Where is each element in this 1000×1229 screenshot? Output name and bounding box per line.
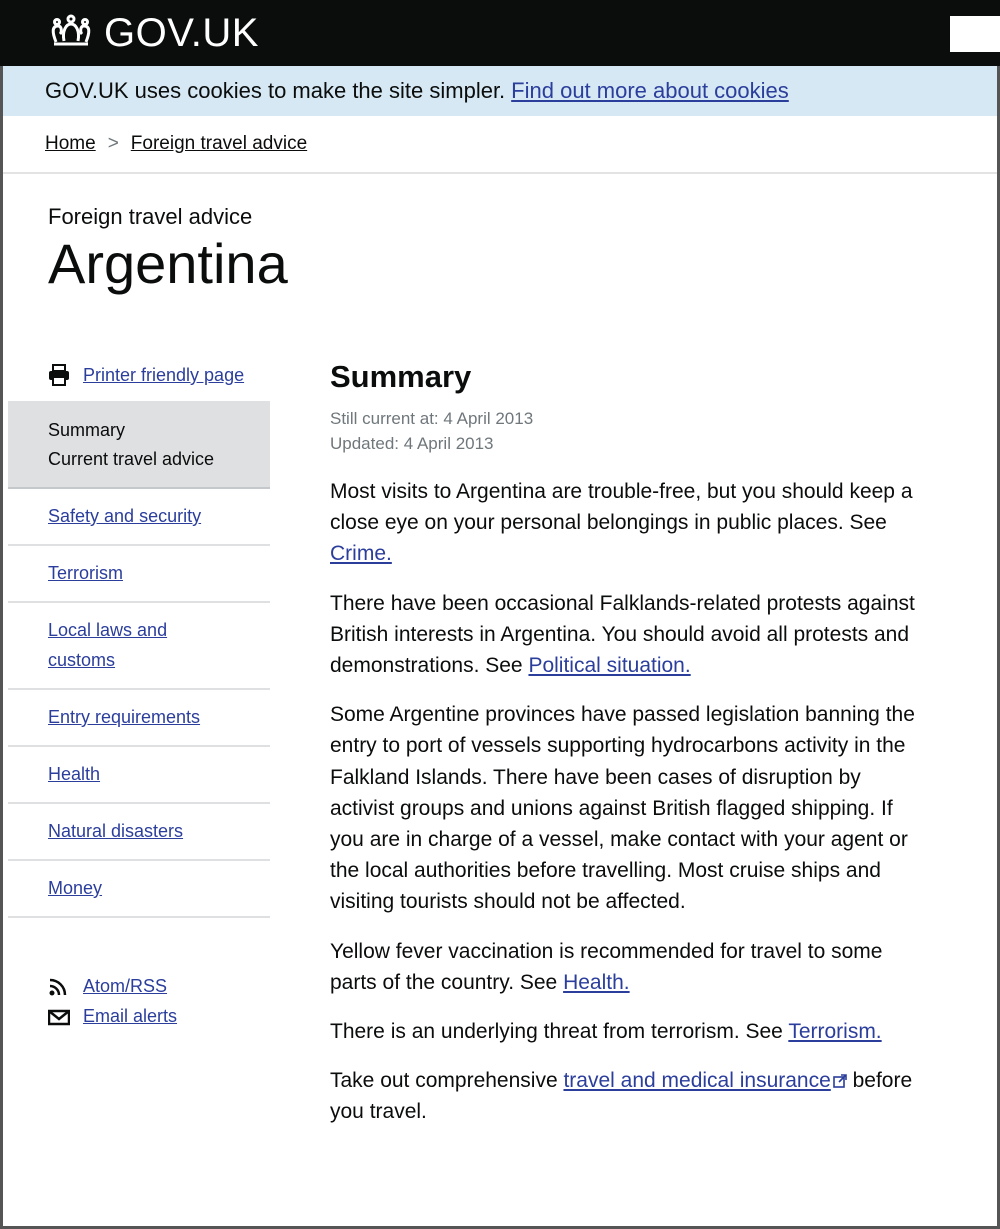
- sidebar-item-label: Summary: [48, 420, 126, 440]
- cookie-message-line: [45, 78, 789, 104]
- cookie-message: GOV.UK uses cookies to make the site simpler.: [45, 78, 506, 103]
- breadcrumb-foreign-travel-advice[interactable]: Foreign travel advice: [130, 133, 308, 154]
- cookie-banner: [3, 66, 997, 116]
- breadcrumb-separator: >: [107, 133, 119, 154]
- still-current-date: Still current at: 4 April 2013: [330, 409, 534, 428]
- contents-list: [8, 401, 270, 918]
- divider: [3, 172, 997, 174]
- external-link-icon: [833, 1074, 847, 1088]
- atom-rss-link[interactable]: Atom/RSS: [83, 976, 168, 996]
- paragraph-terrorism: [330, 1016, 930, 1047]
- sidebar-item-natural-disasters: [8, 804, 270, 861]
- sidebar-link-natural-disasters[interactable]: Natural disasters: [48, 821, 184, 841]
- insurance-link[interactable]: [563, 1069, 846, 1092]
- sidebar-link-entry[interactable]: Entry requirements: [48, 707, 201, 727]
- updated-date: Updated: 4 April 2013: [330, 434, 494, 453]
- paragraph-text: Most visits to Argentina are trouble-free, but you should keep a close eye on your personal belongings in public places. See: [330, 480, 913, 535]
- envelope-icon: [48, 1007, 70, 1027]
- paragraph-text: before you travel.: [330, 1069, 913, 1124]
- page-title: Argentina: [48, 232, 288, 295]
- paragraph-yellow-fever: [330, 936, 930, 998]
- sidebar-item-health: [8, 747, 270, 804]
- email-alerts-link[interactable]: Email alerts: [83, 1006, 178, 1026]
- sidebar-item-terrorism: [8, 546, 270, 603]
- paragraph-text: Take out comprehensive: [330, 1069, 564, 1093]
- sidebar-item-summary[interactable]: [8, 401, 270, 489]
- paragraph-protests: [330, 588, 930, 682]
- crime-link[interactable]: Crime.: [330, 542, 392, 566]
- search-input[interactable]: [950, 16, 1000, 52]
- sidebar-item-safety: [8, 489, 270, 546]
- breadcrumb: [45, 131, 307, 157]
- rss-icon: [48, 977, 70, 997]
- sidebar-link-safety[interactable]: Safety and security: [48, 506, 202, 526]
- paragraph-text: Yellow fever vaccination is recommended for travel to some parts of the country. See: [330, 939, 883, 994]
- sidebar-link-health[interactable]: Health: [48, 764, 101, 784]
- govuk-logo-text[interactable]: GOV.UK: [104, 11, 259, 55]
- sidebar-item-local-laws: [8, 603, 270, 690]
- paragraph-text: There have been occasional Falklands-related protests against British interests in Argentina. You should avoid all protests and demonstrations. See: [330, 591, 915, 678]
- health-link[interactable]: Health.: [563, 970, 630, 994]
- sidebar-item-entry: [8, 690, 270, 747]
- paragraph-shipping: Some Argentine provinces have passed legislation banning the entry to port of vessels supporting hydrocarbons activity in the Falkland Islands. There have been cases of disruption by activist groups and unions against British flagged shipping. If you are in charge of a vessel, make contact with your agent or the local authorities before travelling. Most cruise ships and visiting tourists should not be affected.: [330, 703, 915, 914]
- terrorism-link[interactable]: Terrorism.: [788, 1020, 882, 1044]
- paragraph-insurance: [330, 1065, 930, 1127]
- site-header: [0, 0, 1000, 66]
- printer-icon: [48, 364, 70, 386]
- political-situation-link[interactable]: Political situation.: [528, 654, 691, 678]
- section-heading: Summary: [330, 359, 472, 394]
- page-context: Foreign travel advice: [48, 204, 253, 229]
- paragraph-crime: [330, 476, 930, 570]
- sidebar-link-terrorism[interactable]: Terrorism: [48, 563, 123, 583]
- sidebar-item-money: [8, 861, 270, 918]
- paragraph-text: There is an underlying threat from terrorism. See: [330, 1020, 789, 1044]
- main-content: [330, 358, 930, 1146]
- breadcrumb-home[interactable]: Home: [45, 133, 96, 154]
- metadata: [330, 406, 930, 456]
- sidebar-link-money[interactable]: Money: [48, 878, 103, 898]
- insurance-link-label: travel and medical insurance: [563, 1069, 831, 1093]
- sidebar-item-sublabel: Current travel advice: [48, 449, 215, 469]
- crown-icon: [48, 14, 94, 52]
- cookie-info-link[interactable]: Find out more about cookies: [511, 78, 789, 103]
- sidebar-link-local-laws[interactable]: Local laws and customs: [48, 620, 168, 670]
- printer-friendly-link[interactable]: Printer friendly page: [83, 365, 245, 385]
